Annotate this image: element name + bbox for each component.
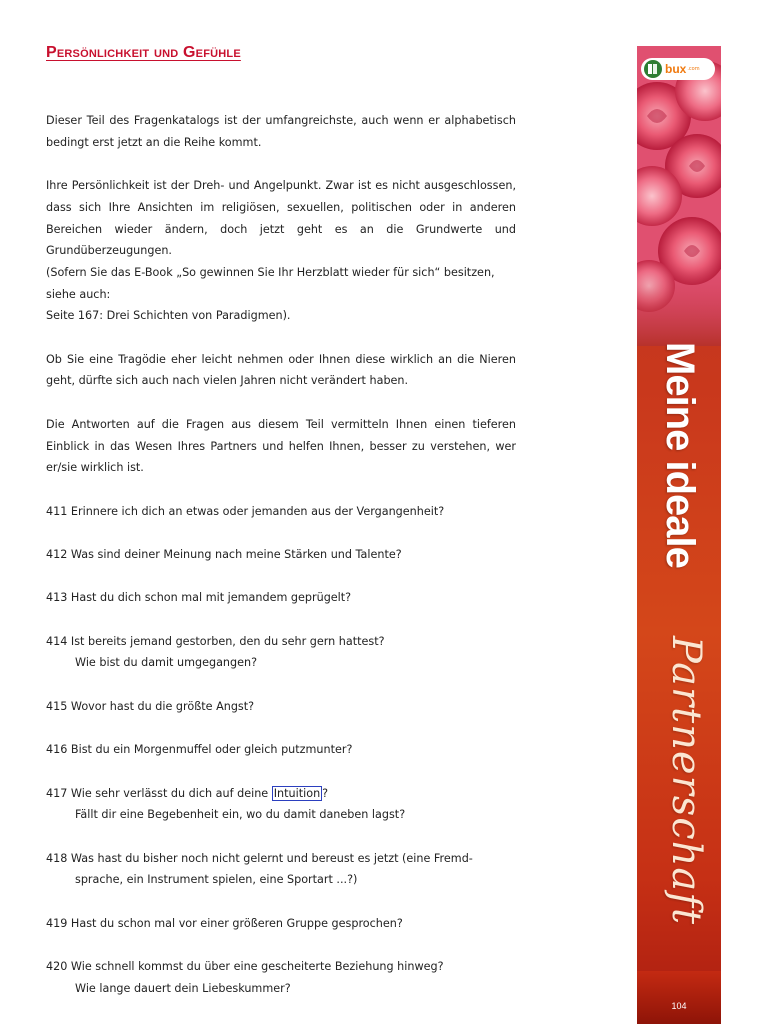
- spine-script-title: Partnerschaft: [663, 636, 709, 926]
- question-text: Wie sehr verlässt du dich auf deine: [70, 786, 269, 800]
- question-number: 417: [46, 786, 68, 800]
- question-text: Was sind deiner Meinung nach meine Stärken und Talente?: [70, 547, 402, 561]
- question-text: Was hast du bisher noch nicht gelernt und bereust es jetzt (eine Fremd-: [70, 851, 473, 865]
- question-text-line2: Wie lange dauert dein Liebeskummer?: [75, 981, 291, 995]
- question-419: [46, 913, 516, 935]
- question-text: Bist du ein Morgenmuffel oder gleich putzmunter?: [70, 743, 353, 757]
- question-number: 418: [46, 851, 68, 865]
- question-414: [46, 631, 516, 674]
- question-text: Wie schnell kommst du über eine gescheiterte Beziehung hinweg?: [70, 960, 444, 974]
- intro-paragraph-2: Ihre Persönlichkeit ist der Dreh- und Angelpunkt. Zwar ist es nicht ausgeschlossen, dass sich Ihre Ansichten im religiösen, sexuellen, politischen oder in anderen Bereichen wieder ändern, doch jetzt geht es an die Grundwerte und Grundüberzeugungen.: [46, 179, 516, 258]
- intro-paragraph-3: (Sofern Sie das E-Book „So gewinnen Sie Ihr Herzblatt wieder für sich“ besitzen, siehe auch:: [46, 265, 495, 301]
- question-text: Ist bereits jemand gestorben, den du sehr gern hattest?: [70, 634, 385, 648]
- book-logo-icon: [644, 60, 662, 78]
- question-number: 414: [46, 634, 68, 648]
- body-text: [46, 110, 516, 1021]
- question-415: [46, 696, 516, 718]
- intro-paragraph-4: Seite 167: Drei Schichten von Paradigmen).: [46, 309, 291, 323]
- question-number: 420: [46, 960, 68, 974]
- page-number: 104: [671, 1001, 687, 1011]
- bux-logo: [641, 58, 715, 80]
- question-text-line2: Wie bist du damit umgegangen?: [75, 656, 258, 670]
- question-text-line2: Fällt dir eine Begebenheit ein, wo du damit daneben lagst?: [75, 808, 406, 822]
- question-number: 411: [46, 504, 68, 518]
- logo-tld: .com: [687, 66, 700, 72]
- spine-bottom-bar: [637, 971, 721, 1024]
- question-number: 416: [46, 743, 68, 757]
- question-417: [46, 783, 516, 826]
- intro-paragraph-6: Die Antworten auf die Fragen aus diesem Teil vermitteln Ihnen einen tieferen Einblick in das Wesen Ihres Partners und helfen Ihnen, besser zu verstehen, wer er/sie wirklich ist.: [46, 417, 516, 475]
- question-text-after: ?: [322, 786, 329, 800]
- question-418: [46, 848, 516, 891]
- question-text: Erinnere ich dich an etwas oder jemanden aus der Vergangenheit?: [70, 504, 445, 518]
- question-text: Hast du dich schon mal mit jemandem geprügelt?: [70, 591, 352, 605]
- question-416: [46, 739, 516, 761]
- page-title: Persönlichkeit und Gefühle: [46, 44, 241, 61]
- question-number: 413: [46, 591, 68, 605]
- question-text: Hast du schon mal vor einer größeren Gruppe gesprochen?: [70, 916, 403, 930]
- question-413: [46, 587, 516, 609]
- question-text: Wovor hast du die größte Angst?: [70, 699, 255, 713]
- logo-text: bux: [665, 62, 687, 76]
- question-number: 419: [46, 916, 68, 930]
- intro-paragraph-1: Dieser Teil des Fragenkatalogs ist der umfangreichste, auch wenn er alphabetisch bedingt erst jetzt an die Reihe kommt.: [46, 114, 516, 149]
- question-text-line2: sprache, ein Instrument spielen, eine Sportart ...?): [75, 873, 358, 887]
- question-412: [46, 544, 516, 566]
- roses-image: [637, 46, 721, 346]
- intuition-link[interactable]: Intuition: [273, 786, 321, 800]
- intro-paragraph-5: Ob Sie eine Tragödie eher leicht nehmen oder Ihnen diese wirklich an die Nieren geht, dürfte sich auch nach vielen Jahren nicht verändert haben.: [46, 352, 516, 388]
- spine-title: Meine ideale: [658, 342, 702, 568]
- question-number: 412: [46, 547, 68, 561]
- question-411: [46, 501, 516, 523]
- question-number: 415: [46, 699, 68, 713]
- question-420: [46, 956, 516, 999]
- book-spine-sidebar: [637, 46, 721, 1024]
